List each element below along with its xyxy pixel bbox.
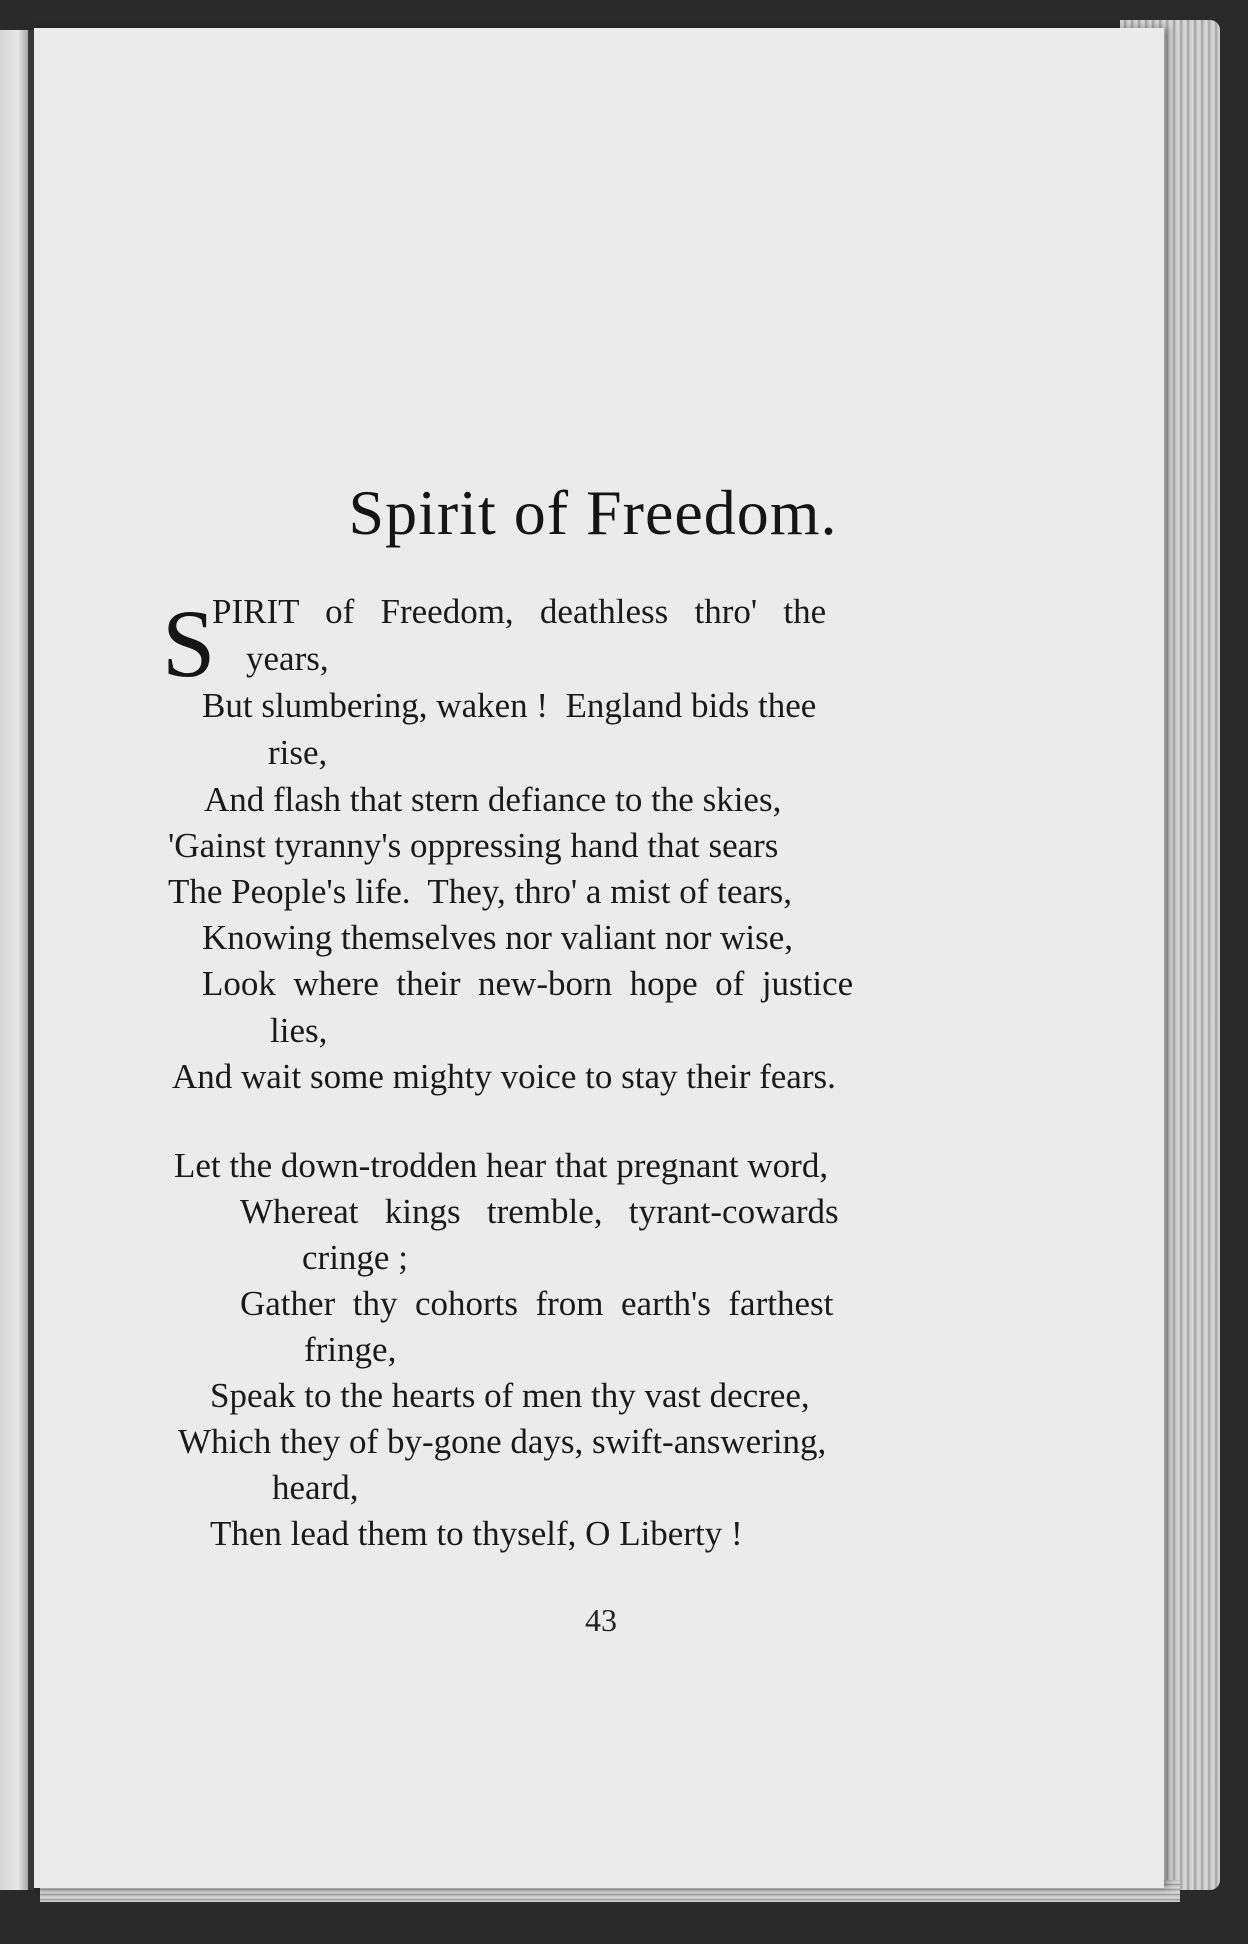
stanza2-line5: Which they of by-gone days, swift-answering, [178,1422,827,1461]
stanza1-line4: 'Gainst tyranny's oppressing hand that sears [168,826,779,865]
stanza2-line2: Whereat kings tremble, tyrant-cowards [240,1192,839,1231]
book-page [34,28,1164,1888]
facing-page-edge [0,30,30,1890]
stanza1-line1: PIRIT of Freedom, deathless thro' the [212,592,827,631]
stanza1-line2-cont: rise, [268,733,328,772]
stanza1-line8: And wait some mighty voice to stay their fears. [172,1057,836,1096]
stanza2-line4: Speak to the hearts of men thy vast decree, [210,1376,810,1415]
stanza2-line3: Gather thy cohorts from earth's farthest [240,1284,834,1323]
poem-title: Spirit of Freedom. [348,477,838,548]
stanza1-line3: And flash that stern defiance to the skies, [204,780,782,819]
stanza1-line1-cont: years, [246,639,329,678]
stanza2-line1: Let the down-trodden hear that pregnant word, [174,1146,829,1185]
stanza1-line2: But slumbering, waken ! England bids thee [202,686,817,725]
stanza2-line6: Then lead them to thyself, O Liberty ! [210,1514,743,1553]
stanza2-line3-cont: fringe, [304,1330,397,1369]
stanza1-line5: The People's life. They, thro' a mist of tears, [168,872,792,911]
stanza2-line2-cont: cringe ; [302,1238,408,1277]
stanza1-line7-cont: lies, [270,1011,328,1050]
drop-cap: S [162,590,216,697]
stanza1-line7: Look where their new-born hope of justice [202,964,854,1003]
stanza2-line5-cont: heard, [272,1468,359,1507]
page-number: 43 [585,1602,617,1638]
stanza1-line6: Knowing themselves nor valiant nor wise, [202,918,794,957]
